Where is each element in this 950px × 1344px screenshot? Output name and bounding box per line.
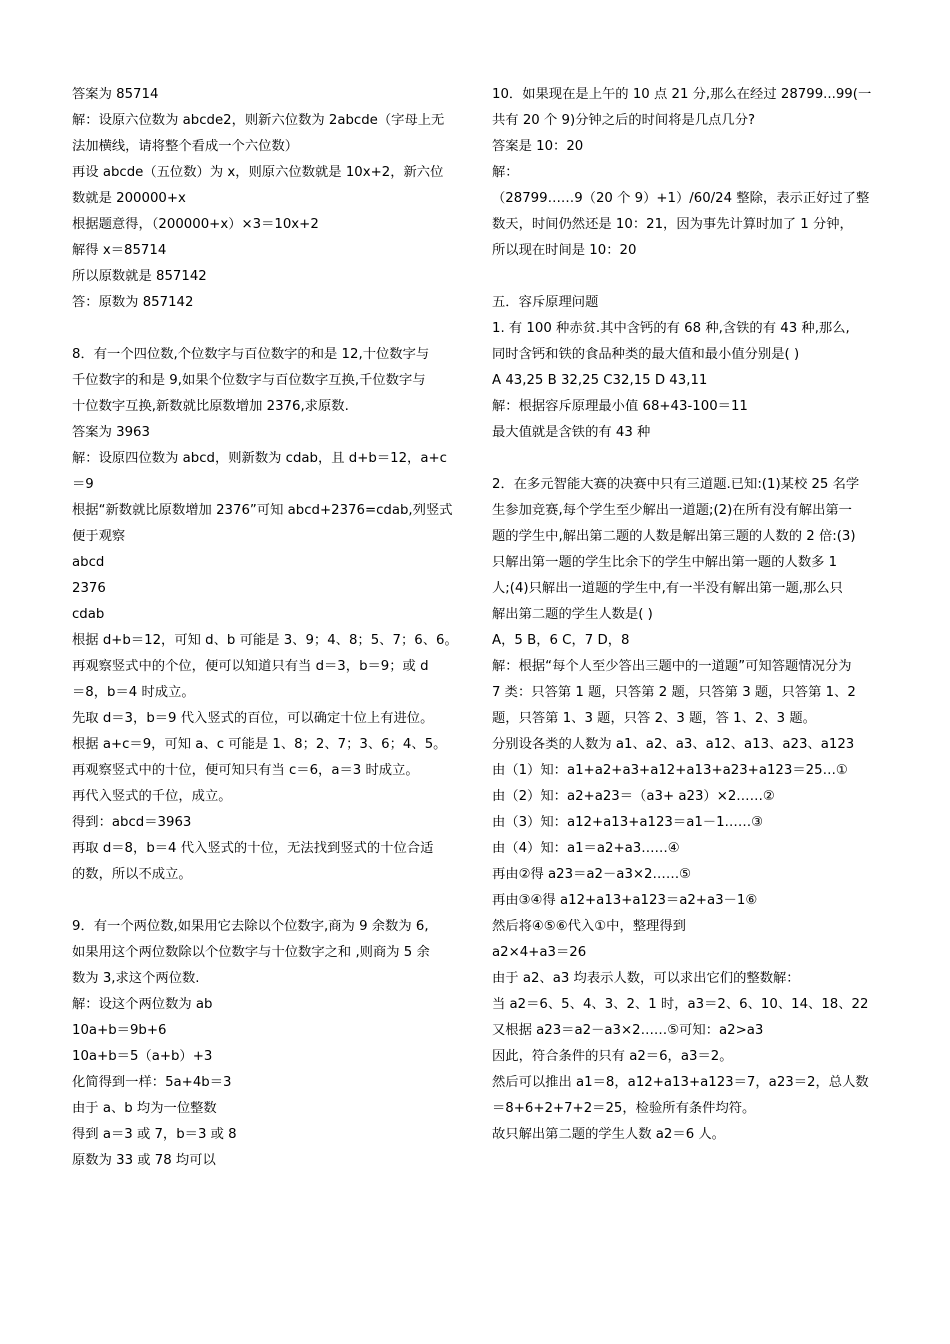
text-line: 又根据 a23＝a2－a3×2……⑤可知：a2>a3: [492, 1023, 764, 1038]
text-line: 解：设这个两位数为 ab: [72, 997, 213, 1012]
text-line: 再设 abcde（五位数）为 x，则原六位数就是 10x+2，新六位: [72, 165, 444, 180]
text-line: 答案是 10：20: [492, 139, 584, 154]
text-line: 人;(4)只解出一道题的学生中,有一半没有解出第一题,那么只: [492, 581, 843, 596]
text-line: 当 a2＝6、5、4、3、2、1 时，a3＝2、6、10、14、18、22: [492, 997, 869, 1012]
text-line: 五．容斥原理问题: [492, 295, 599, 310]
text-line: 只解出第一题的学生比余下的学生中解出第一题的人数多 1: [492, 555, 838, 570]
text-line: 由（2）知：a2+a23＝（a3+ a23）×2……②: [492, 789, 775, 804]
text-line: 原数为 33 或 78 均可以: [72, 1153, 216, 1168]
text-line: 题，只答第 1、3 题，只答 2、3 题，答 1、2、3 题。: [492, 711, 816, 726]
text-line: 生参加竞赛,每个学生至少解出一道题;(2)在所有没有解出第一: [492, 503, 852, 518]
text-line: 7 类：只答第 1 题，只答第 2 题，只答第 3 题，只答第 1、2: [492, 685, 856, 700]
text-line: 8．有一个四位数,个位数字与百位数字的和是 12,十位数字与: [72, 347, 430, 362]
text-line: 由于 a、b 均为一位整数: [72, 1101, 217, 1116]
text-line: ＝8+6+2+7+2＝25，检验所有条件均符。: [492, 1101, 756, 1116]
text-line: abcd: [72, 555, 105, 570]
text-line: A，5 B，6 C，7 D，8: [492, 633, 630, 648]
text-line: 9．有一个两位数,如果用它去除以个位数字,商为 9 余数为 6,: [72, 919, 429, 934]
text-line: a2×4+a3＝26: [492, 945, 587, 960]
text-line: 根据 a+c＝9，可知 a、c 可能是 1、8；2、7；3、6；4、5。: [72, 737, 447, 752]
text-line: 根据题意得，（200000+x）×3＝10x+2: [72, 217, 319, 232]
text-line: 再代入竖式的千位，成立。: [72, 789, 232, 804]
text-line: 1. 有 100 种赤贫.其中含钙的有 68 种,含铁的有 43 种,那么,: [492, 321, 850, 336]
text-line: 由（1）知：a1+a2+a3+a12+a13+a23+a123＝25…①: [492, 763, 848, 778]
text-line: 再由③④得 a12+a13+a123＝a2+a3－1⑥: [492, 893, 758, 908]
left-column: [72, 82, 462, 1174]
text-line: 先取 d＝3，b＝9 代入竖式的百位，可以确定十位上有进位。: [72, 711, 434, 726]
text-line: 同时含钙和铁的食品种类的最大值和最小值分别是( ): [492, 347, 800, 362]
right-column: [492, 82, 884, 1148]
text-line: 再观察竖式中的个位，便可以知道只有当 d＝3，b＝9；或 d: [72, 659, 429, 674]
text-line: 10a+b＝9b+6: [72, 1023, 167, 1038]
text-line: 解：设原六位数为 abcde2，则新六位数为 2abcde（字母上无: [72, 113, 445, 128]
text-line: ＝8，b＝4 时成立。: [72, 685, 195, 700]
text-line: 数就是 200000+x: [72, 191, 186, 206]
text-line: 然后可以推出 a1＝8，a12+a13+a123＝7，a23＝2，总人数: [492, 1075, 869, 1090]
text-line: 故只解出第二题的学生人数 a2＝6 人。: [492, 1127, 725, 1142]
text-line: 解得 x＝85714: [72, 243, 167, 258]
paragraph-gap: [492, 446, 884, 472]
text-line: 所以原数就是 857142: [72, 269, 207, 284]
text-line: （28799……9（20 个 9）+1）/60/24 整除，表示正好过了整: [492, 191, 870, 206]
text-line: 最大值就是含铁的有 43 种: [492, 425, 651, 440]
text-line: 共有 20 个 9)分钟之后的时间将是几点几分?: [492, 113, 756, 128]
text-line: cdab: [72, 607, 105, 622]
text-line: 根据 d+b＝12，可知 d、b 可能是 3、9；4、8；5、7；6、6。: [72, 633, 458, 648]
text-line: 再观察竖式中的十位，便可知只有当 c＝6，a＝3 时成立。: [72, 763, 419, 778]
text-line: 由于 a2、a3 均表示人数，可以求出它们的整数解：: [492, 971, 800, 986]
text-line: 由（3）知：a12+a13+a123＝a1－1……③: [492, 815, 764, 830]
text-line: 根据“新数就比原数增加 2376”可知 abcd+2376=cdab,列竖式: [72, 503, 453, 518]
text-line: 的数，所以不成立。: [72, 867, 192, 882]
text-line: 然后将④⑤⑥代入①中，整理得到: [492, 919, 686, 934]
text-line: 法加横线，请将整个看成一个六位数）: [72, 139, 299, 154]
text-line: 由（4）知：a1＝a2+a3……④: [492, 841, 680, 856]
text-line: 10．如果现在是上午的 10 点 21 分,那么在经过 28799...99(一: [492, 87, 872, 102]
text-line: 便于观察: [72, 529, 126, 544]
text-line: ＝9: [72, 477, 94, 492]
paragraph-gap: [492, 264, 884, 290]
text-line: 解：根据“每个人至少答出三题中的一道题”可知答题情况分为: [492, 659, 852, 674]
text-line: 解：设原四位数为 abcd，则新数为 cdab，且 d+b＝12，a+c: [72, 451, 447, 466]
paragraph-gap: [72, 316, 462, 342]
text-line: 分别设各类的人数为 a1、a2、a3、a12、a13、a23、a123: [492, 737, 855, 752]
text-line: 如果用这个两位数除以个位数字与十位数字之和 ,则商为 5 余: [72, 945, 430, 960]
text-line: 再由②得 a23＝a2－a3×2……⑤: [492, 867, 692, 882]
text-line: 解：: [492, 165, 519, 180]
text-line: 所以现在时间是 10：20: [492, 243, 637, 258]
text-line: 数天，时间仍然还是 10：21，因为事先计算时加了 1 分钟，: [492, 217, 853, 232]
text-line: 2．在多元智能大赛的决赛中只有三道题.已知:(1)某校 25 名学: [492, 477, 860, 492]
text-line: 得到 a＝3 或 7，b＝3 或 8: [72, 1127, 237, 1142]
text-line: 解：根据容斥原理最小值 68+43-100＝11: [492, 399, 748, 414]
text-line: A 43,25 B 32,25 C32,15 D 43,11: [492, 373, 708, 388]
text-line: 十位数字互换,新数就比原数增加 2376,求原数.: [72, 399, 349, 414]
text-line: 10a+b＝5（a+b）+3: [72, 1049, 213, 1064]
text-line: 答：原数为 857142: [72, 295, 194, 310]
text-line: 化简得到一样：5a+4b＝3: [72, 1075, 232, 1090]
text-line: 答案为 85714: [72, 87, 159, 102]
text-line: 解出第二题的学生人数是( ): [492, 607, 653, 622]
text-line: 千位数字的和是 9,如果个位数字与百位数字互换,千位数字与: [72, 373, 426, 388]
text-line: 题的学生中,解出第二题的人数是解出第三题的人数的 2 倍:(3): [492, 529, 856, 544]
text-line: 因此，符合条件的只有 a2＝6，a3＝2。: [492, 1049, 733, 1064]
text-line: 得到：abcd＝3963: [72, 815, 192, 830]
text-line: 数为 3,求这个两位数.: [72, 971, 200, 986]
text-line: 再取 d＝8，b＝4 代入竖式的十位，无法找到竖式的十位合适: [72, 841, 434, 856]
text-line: 2376: [72, 581, 106, 596]
text-line: 答案为 3963: [72, 425, 150, 440]
paragraph-gap: [72, 888, 462, 914]
